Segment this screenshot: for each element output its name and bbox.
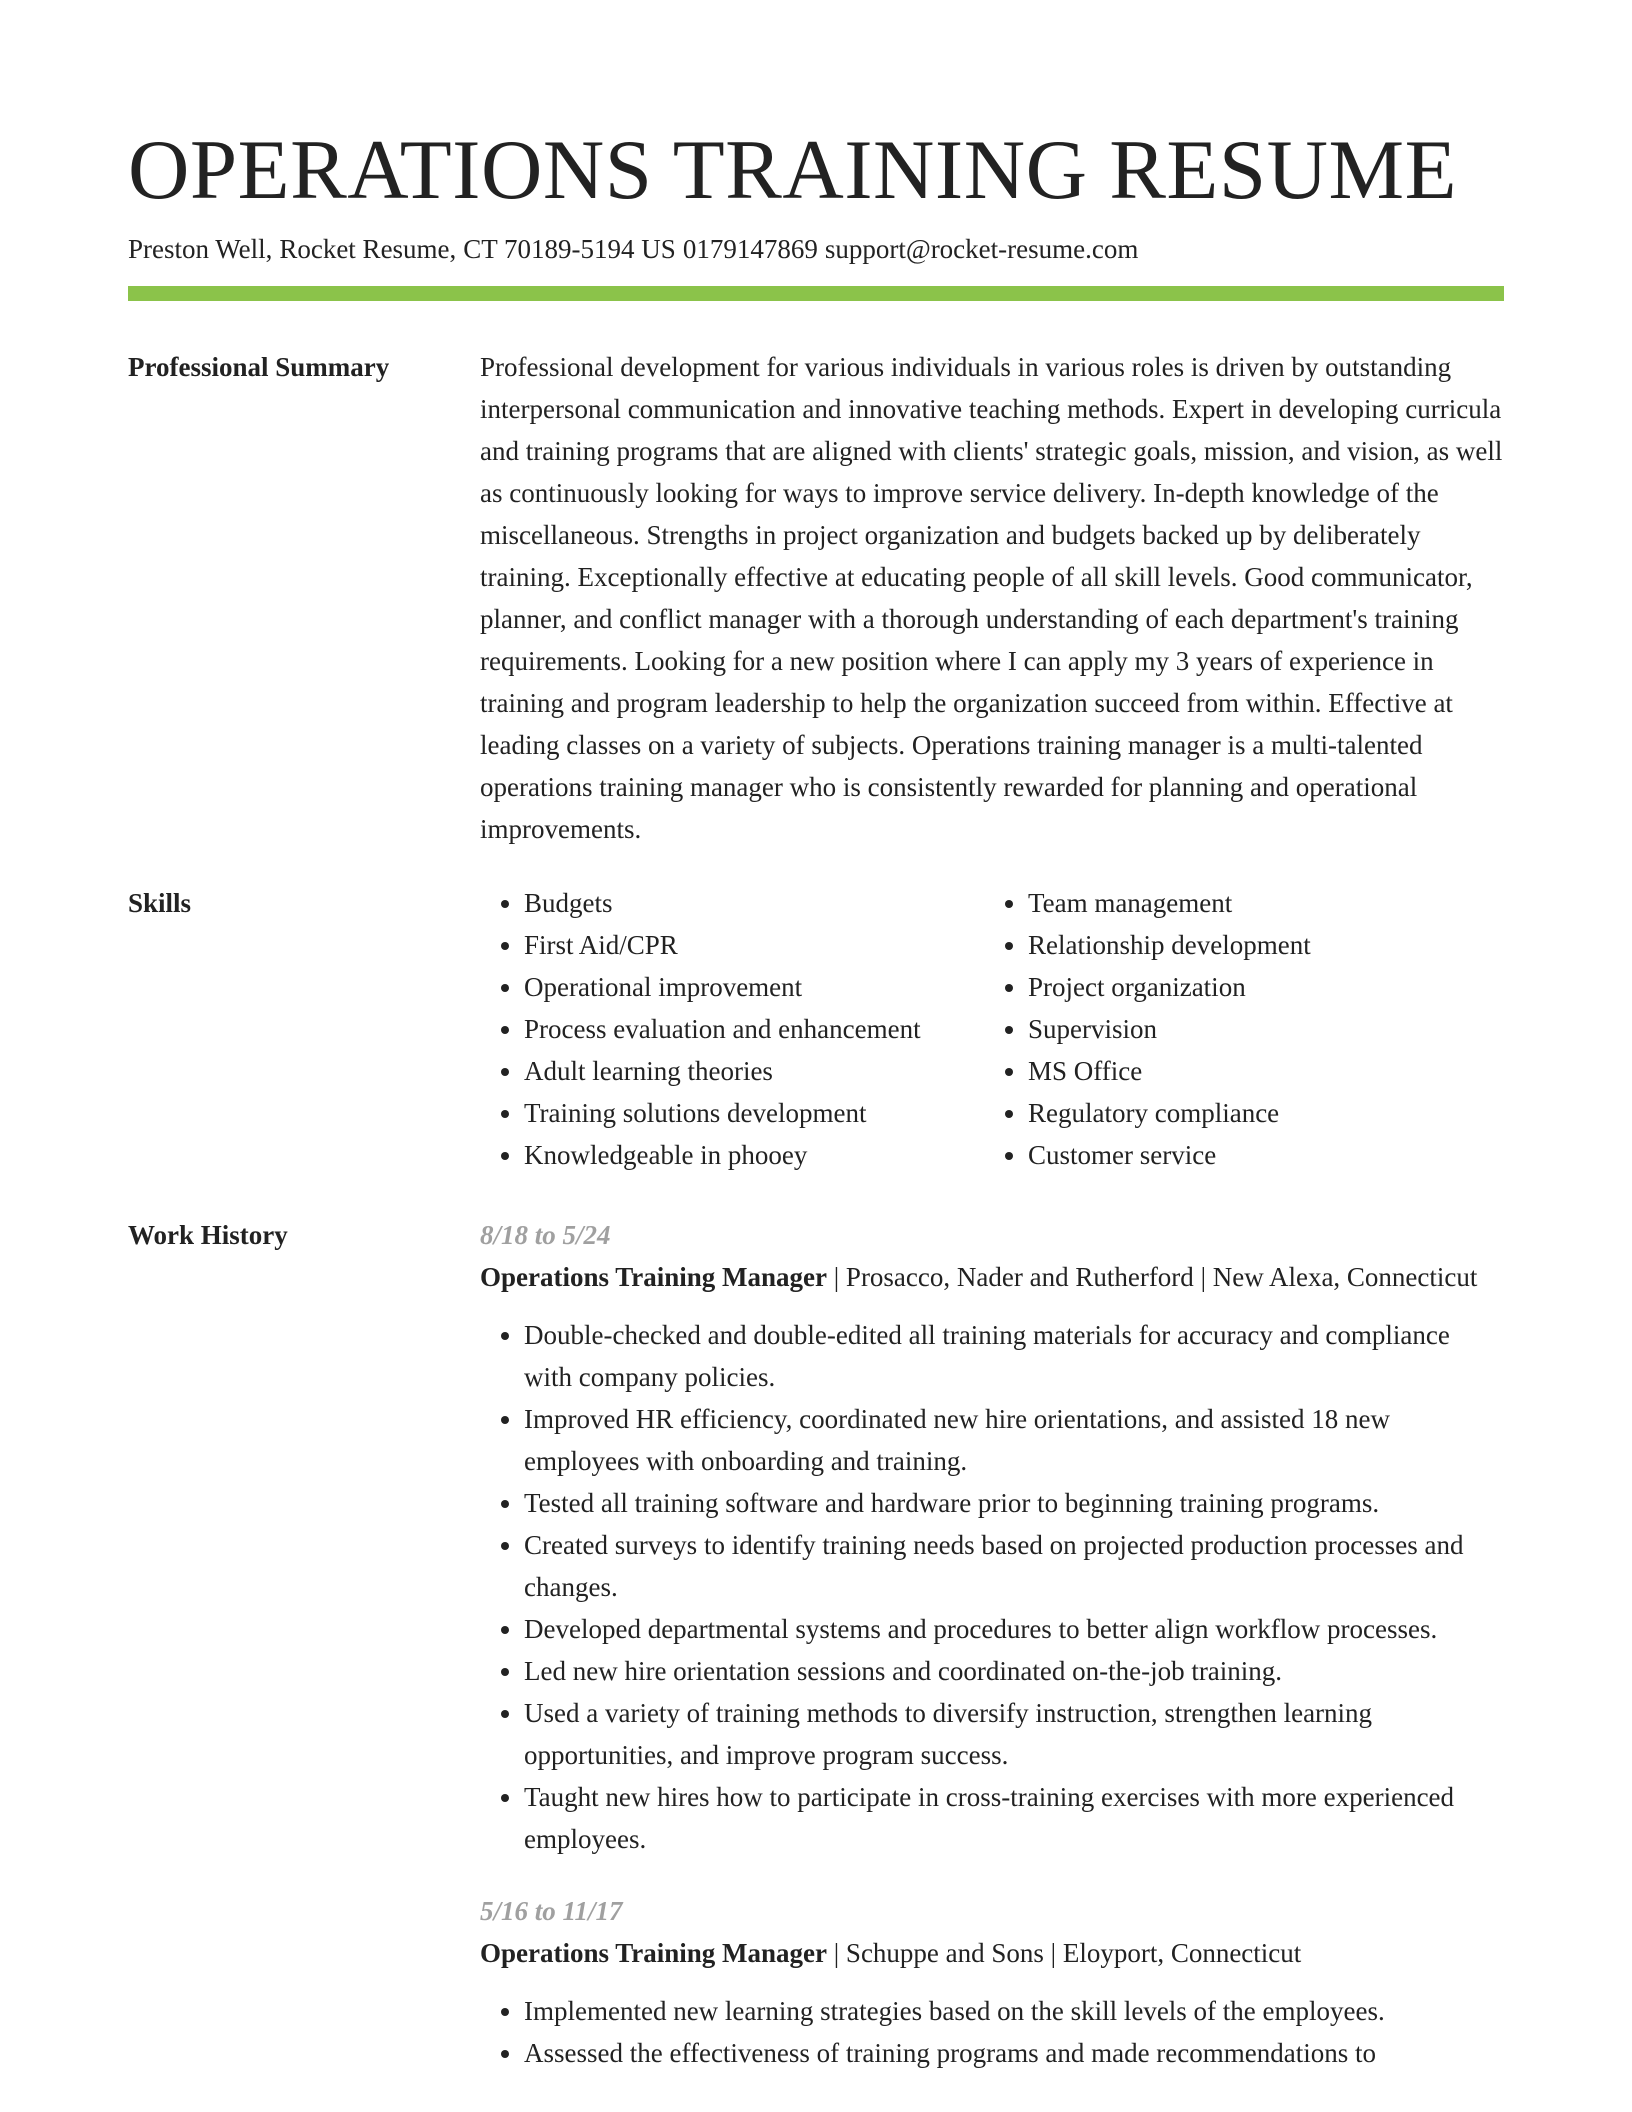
job-duty: • Improved HR efficiency, coordinated new hire orientations, and assisted 18 new employees with onboarding and training. (524, 1398, 1504, 1482)
job-heading (480, 1256, 1504, 1298)
skill-item: • Supervision (1028, 1008, 1488, 1050)
contact-email: support@rocket-resume.com (824, 234, 1139, 264)
job-heading (480, 1932, 1504, 1974)
job-duty: • Used a variety of training methods to diversify instruction, strengthen learning opportunities, and improve program success. (524, 1692, 1504, 1776)
skill-item: • Regulatory compliance (1028, 1092, 1488, 1134)
job-entry (480, 1214, 1504, 1860)
job-duty: • Taught new hires how to participate in cross-training exercises with more experienced employees. (524, 1776, 1504, 1860)
job-location: Eloyport, Connecticut (1062, 1938, 1302, 1968)
job-company: Schuppe and Sons (845, 1938, 1044, 1968)
skills-heading: Skills (128, 888, 192, 918)
skill-item: • Training solutions development (524, 1092, 984, 1134)
contact-company: Rocket Resume, (279, 234, 457, 264)
job-dates: 5/16 to 11/17 (480, 1896, 623, 1926)
contact-line (128, 232, 1138, 266)
skill-item: • Adult learning theories (524, 1050, 984, 1092)
job-location: New Alexa, Connecticut (1212, 1262, 1478, 1292)
skill-item: • Project organization (1028, 966, 1488, 1008)
job-duty: • Developed departmental systems and procedures to better align workflow processes. (524, 1608, 1504, 1650)
skill-item: • Team management (1028, 882, 1488, 924)
work-history-body (480, 1214, 1504, 2074)
job-duty: • Led new hire orientation sessions and coordinated on-the-job training. (524, 1650, 1504, 1692)
job-duty: • Created surveys to identify training needs based on projected production processes and changes. (524, 1524, 1504, 1608)
skills-body (480, 882, 1504, 1176)
job-separator: | (1193, 1262, 1213, 1292)
job-duties-list (480, 1314, 1504, 1860)
job-duty: • Implemented new learning strategies based on the skill levels of the employees. (524, 1990, 1504, 2032)
skill-item: • Customer service (1028, 1134, 1488, 1176)
summary-heading: Professional Summary (128, 352, 390, 382)
skill-item: • Process evaluation and enhancement (524, 1008, 984, 1050)
summary-text: Professional development for various individuals in various roles is driven by outstanding interpersonal communication and innovative teaching methods. Expert in developing curricula and training programs that are aligned with clients' strategic goals, mission, and vision, as well as continuously looking for ways to improve service delivery. In-depth knowledge of the miscellaneous. Strengths in project organization and budgets backed up by deliberately training. Exceptionally effective at educating people of all skill levels. Good communicator, planner, and conflict manager with a thorough understanding of each department's training requirements. Looking for a new position where I can apply my 3 years of experience in training and program leadership to help the organization succeed from within. Effective at leading classes on a variety of subjects. Operations training manager is a multi-talented operations training manager who is consistently rewarded for planning and operational improvements. (480, 352, 1503, 844)
summary-body (480, 346, 1504, 850)
job-title: Operations Training Manager (480, 1262, 828, 1292)
contact-phone: 0179147869 (682, 234, 818, 264)
skill-item: • MS Office (1028, 1050, 1488, 1092)
job-duty: • Tested all training software and hardware prior to beginning training programs. (524, 1482, 1504, 1524)
job-duties-list (480, 1990, 1504, 2074)
job-duty: • Assessed the effectiveness of training programs and made recommendations to (524, 2032, 1504, 2074)
job-entry (480, 1890, 1504, 2074)
contact-location: CT 70189-5194 US (463, 234, 676, 264)
job-separator: | (1043, 1938, 1063, 1968)
resume-title: OPERATIONS TRAINING RESUME (128, 123, 1458, 217)
skill-item: • Knowledgeable in phooey (524, 1134, 984, 1176)
job-dates: 8/18 to 5/24 (480, 1220, 611, 1250)
work-history-heading: Work History (128, 1220, 288, 1250)
header-divider (128, 286, 1504, 301)
skill-item: • First Aid/CPR (524, 924, 984, 966)
skill-item: • Relationship development (1028, 924, 1488, 966)
skills-list-right (984, 882, 1488, 1176)
job-company: Prosacco, Nader and Rutherford (845, 1262, 1194, 1292)
contact-name: Preston Well, (128, 234, 273, 264)
skill-item: • Budgets (524, 882, 984, 924)
job-title: Operations Training Manager (480, 1938, 828, 1968)
skills-list-left (480, 882, 984, 1176)
skill-item: • Operational improvement (524, 966, 984, 1008)
job-duty: • Double-checked and double-edited all training materials for accuracy and compliance with company policies. (524, 1314, 1504, 1398)
job-separator: | (827, 1938, 846, 1968)
job-separator: | (827, 1262, 846, 1292)
